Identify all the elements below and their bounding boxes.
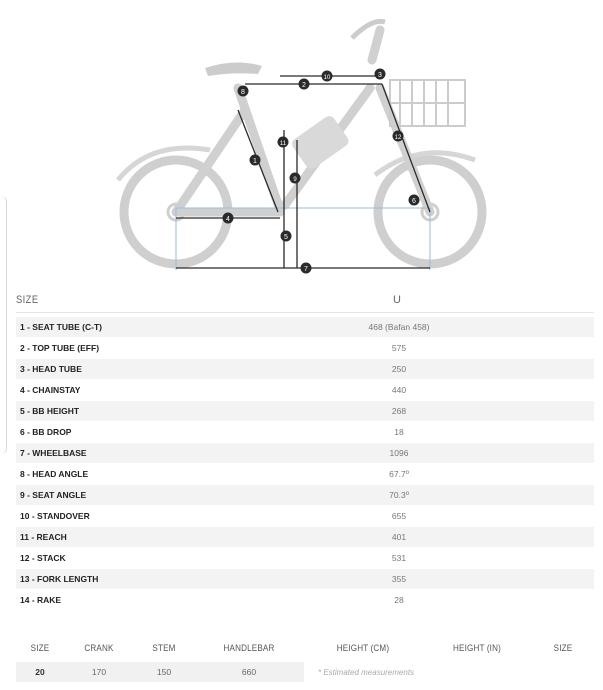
geometry-row-value: 28 [394, 595, 404, 605]
geometry-row [16, 485, 594, 506]
geometry-row [16, 317, 594, 338]
geometry-row-value: 401 [391, 532, 407, 542]
geometry-row-label: 7 - WHEELBASE [20, 448, 87, 458]
geometry-row-label: 11 - REACH [20, 532, 67, 542]
geometry-row [16, 548, 594, 569]
estimated-note: * Estimated measurements [318, 667, 415, 677]
geometry-row-value: 575 [391, 343, 407, 353]
geometry-row [16, 506, 594, 527]
geometry-row [16, 569, 594, 590]
marker-3 [375, 69, 386, 80]
crank-header: CRANK [84, 642, 114, 654]
svg-text:6: 6 [412, 198, 416, 205]
component-table [16, 637, 594, 682]
size-u-header: U [393, 294, 401, 306]
fit-size-header: SIZE [553, 642, 573, 654]
component-size-header: SIZE [30, 642, 50, 654]
size-header: SIZE [16, 294, 39, 306]
marker-5 [281, 231, 292, 242]
svg-text:2: 2 [302, 82, 306, 89]
geometry-row [16, 422, 594, 443]
height-cm-header: HEIGHT (CM) [336, 642, 390, 654]
geometry-row-value: 250 [391, 364, 407, 374]
component-row [16, 662, 594, 682]
marker-7 [301, 263, 312, 274]
geometry-rows [16, 317, 594, 611]
geometry-row-label: 9 - SEAT ANGLE [20, 490, 87, 500]
marker-11 [278, 137, 289, 148]
geometry-row-label: 8 - HEAD ANGLE [20, 469, 89, 479]
marker-12 [393, 131, 404, 142]
geometry-row-value: 1096 [389, 448, 409, 458]
marker-2 [299, 79, 310, 90]
geometry-row-value: 268 [391, 406, 407, 416]
svg-text:4: 4 [226, 216, 230, 223]
crank-value: 170 [91, 667, 107, 677]
svg-text:8: 8 [241, 89, 245, 96]
geometry-row-value: 531 [391, 553, 407, 563]
geometry-table-header [16, 288, 594, 313]
geometry-row [16, 590, 594, 611]
geometry-row-value: 67.7º [389, 469, 409, 479]
svg-text:1: 1 [253, 158, 257, 165]
marker-1 [250, 155, 261, 166]
geometry-row [16, 338, 594, 359]
geometry-row [16, 443, 594, 464]
geometry-row-label: 12 - STACK [20, 553, 66, 563]
geometry-row-value: 440 [391, 385, 407, 395]
svg-text:10: 10 [323, 75, 331, 81]
height-in-header: HEIGHT (IN) [453, 642, 501, 654]
geometry-row-label: 2 - TOP TUBE (EFF) [20, 343, 100, 353]
geometry-row-value: 655 [391, 511, 407, 521]
geometry-row-value: 70.3º [389, 490, 409, 500]
svg-text:9: 9 [293, 177, 297, 183]
geometry-row [16, 359, 594, 380]
geometry-row-value: 468 (Bafan 458) [368, 322, 430, 332]
front-basket [390, 80, 465, 126]
svg-text:5: 5 [284, 234, 288, 241]
component-size-value: 20 [35, 667, 45, 677]
marker-4 [223, 213, 234, 224]
marker-10 [322, 71, 333, 82]
handlebar-value: 660 [241, 667, 257, 677]
geometry-row [16, 380, 594, 401]
svg-text:7: 7 [304, 266, 308, 273]
geometry-row-label: 3 - HEAD TUBE [20, 364, 82, 374]
component-header-row [16, 637, 594, 659]
bike-geometry-diagram [0, 0, 603, 285]
stem [372, 30, 380, 60]
geometry-row-label: 10 - STANDOVER [20, 511, 90, 521]
geometry-row-label: 5 - BB HEIGHT [20, 406, 80, 416]
saddle [205, 62, 262, 76]
stem-value: 150 [156, 667, 172, 677]
geometry-row-label: 6 - BB DROP [20, 427, 72, 437]
geometry-row-label: 4 - CHAINSTAY [20, 385, 81, 395]
stem-header: STEM [152, 642, 176, 654]
geometry-table [16, 288, 594, 611]
geometry-row [16, 401, 594, 422]
geometry-row [16, 464, 594, 485]
geometry-row-label: 14 - RAKE [20, 595, 62, 605]
svg-text:11: 11 [279, 141, 287, 147]
geometry-row [16, 527, 594, 548]
marker-9 [290, 173, 301, 184]
marker-6 [409, 195, 420, 206]
geometry-row-value: 355 [391, 574, 407, 584]
handlebar-header: HANDLEBAR [223, 642, 275, 654]
geometry-row-label: 1 - SEAT TUBE (C-T) [20, 322, 103, 332]
geometry-row-label: 13 - FORK LENGTH [20, 574, 99, 584]
svg-text:12: 12 [394, 135, 402, 141]
marker-8 [238, 86, 249, 97]
geometry-row-value: 18 [394, 427, 404, 437]
svg-text:3: 3 [378, 72, 382, 79]
